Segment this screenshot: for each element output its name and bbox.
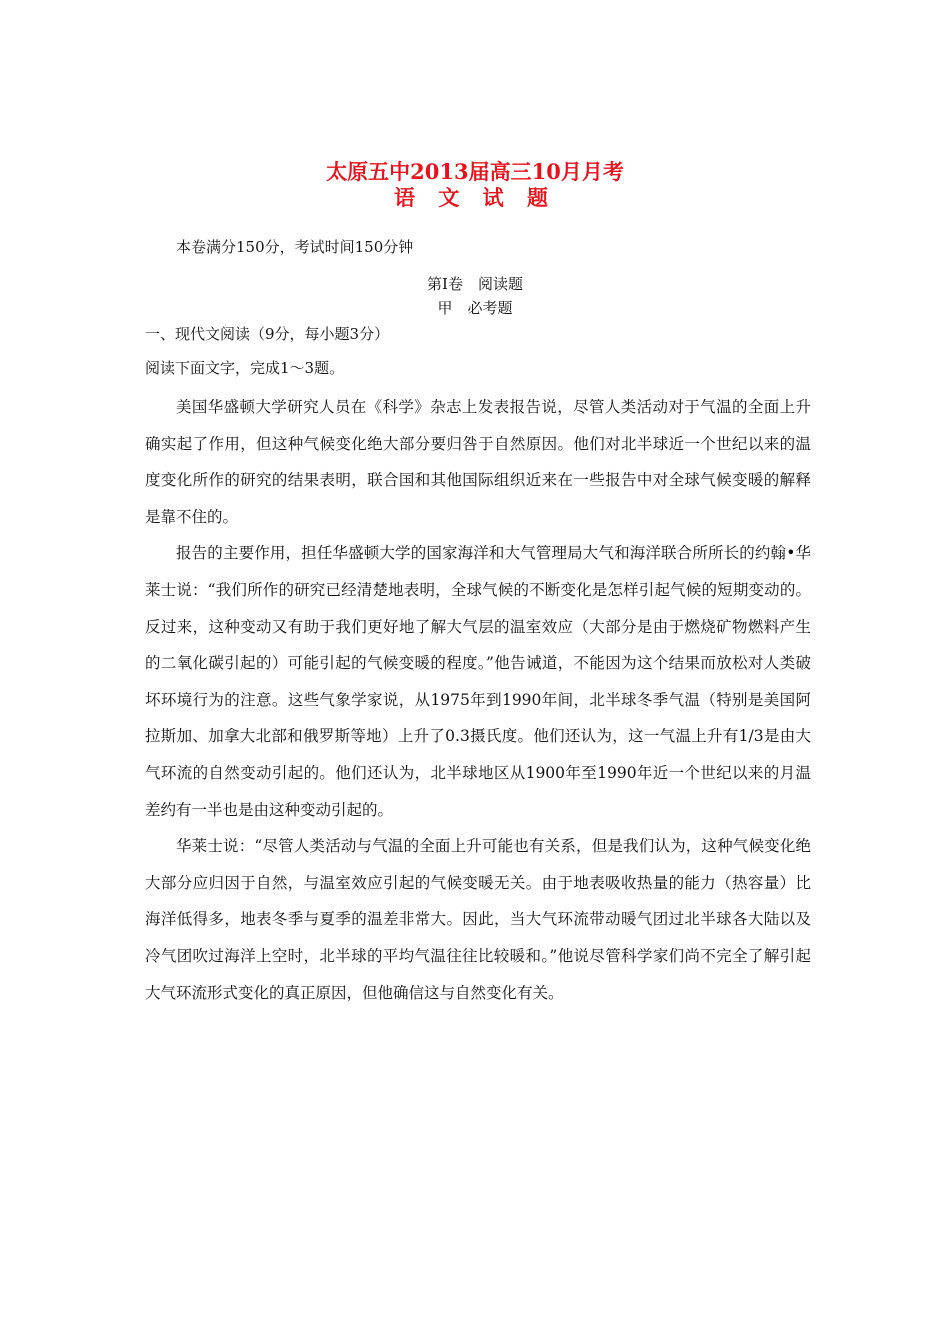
section-instruction: 阅读下面文字，完成1～3题。 [145,359,345,377]
passage-paragraph-2: 报告的主要作用，担任华盛顿大学的国家海洋和大气管理局大气和海洋联合所所长的约翰•华莱士说：“我们所作的研究已经清楚地表明，全球气候的不断变化是怎样引起气候的短期变动的。反过来，这种变动又有助于我们更好地了解大气层的温室效应（大部分是由于燃烧矿物燃料产生的二氧化碳引起的）可能引起的气候变暖的程度。”他告诫道，不能因为这个结果而放松对人类破坏环境行为的注意。这些气象学家说，从1975年到1990年间，北半球冬季气温（特别是美国阿拉斯加、加拿大北部和俄罗斯等地）上升了0.3摄氏度。他们还认为，这一气温上升有1/3是由大气环流的自然变动引起的。他们还认为，北半球地区从1900年至1990年近一个世纪以来的月温差约有一半也是由这种变动引起的。 [145,544,811,819]
exam-subtitle: 语 文 试 题 [394,185,556,210]
reading-passage [145,389,811,1011]
passage-paragraph-1: 美国华盛顿大学研究人员在《科学》杂志上发表报告说，尽管人类活动对于气温的全面上升确实起了作用，但这种气候变化绝大部分要归咎于自然原因。他们对北半球近一个世纪以来的温度变化所作的研究的结果表明，联合国和其他国际组织近来在一些报告中对全球气候变暖的解释是靠不住的。 [145,398,811,526]
exam-note: 本卷满分150分，考试时间150分钟 [176,238,414,256]
section-heading: 一、现代文阅读（9分，每小题3分） [145,325,390,343]
volume-subheading: 甲 必考题 [437,299,513,317]
passage-paragraph-3: 华莱士说：“尽管人类活动与气温的全面上升可能也有关系，但是我们认为，这种气候变化绝大部分应归因于自然，与温室效应引起的气候变暖无关。由于地表吸收热量的能力（热容量）比海洋低得多，地表冬季与夏季的温差非常大。因此，当大气环流带动暖气团过北半球各大陆以及冷气团吹过海洋上空时，北半球的平均气温往往比较暖和。”他说尽管科学家们尚不完全了解引起大气环流形式变化的真正原因，但他确信这与自然变化有关。 [145,837,811,1002]
volume-heading: 第Ⅰ卷 阅读题 [427,275,523,293]
exam-title: 太原五中2013届高三10月月考 [326,159,624,184]
